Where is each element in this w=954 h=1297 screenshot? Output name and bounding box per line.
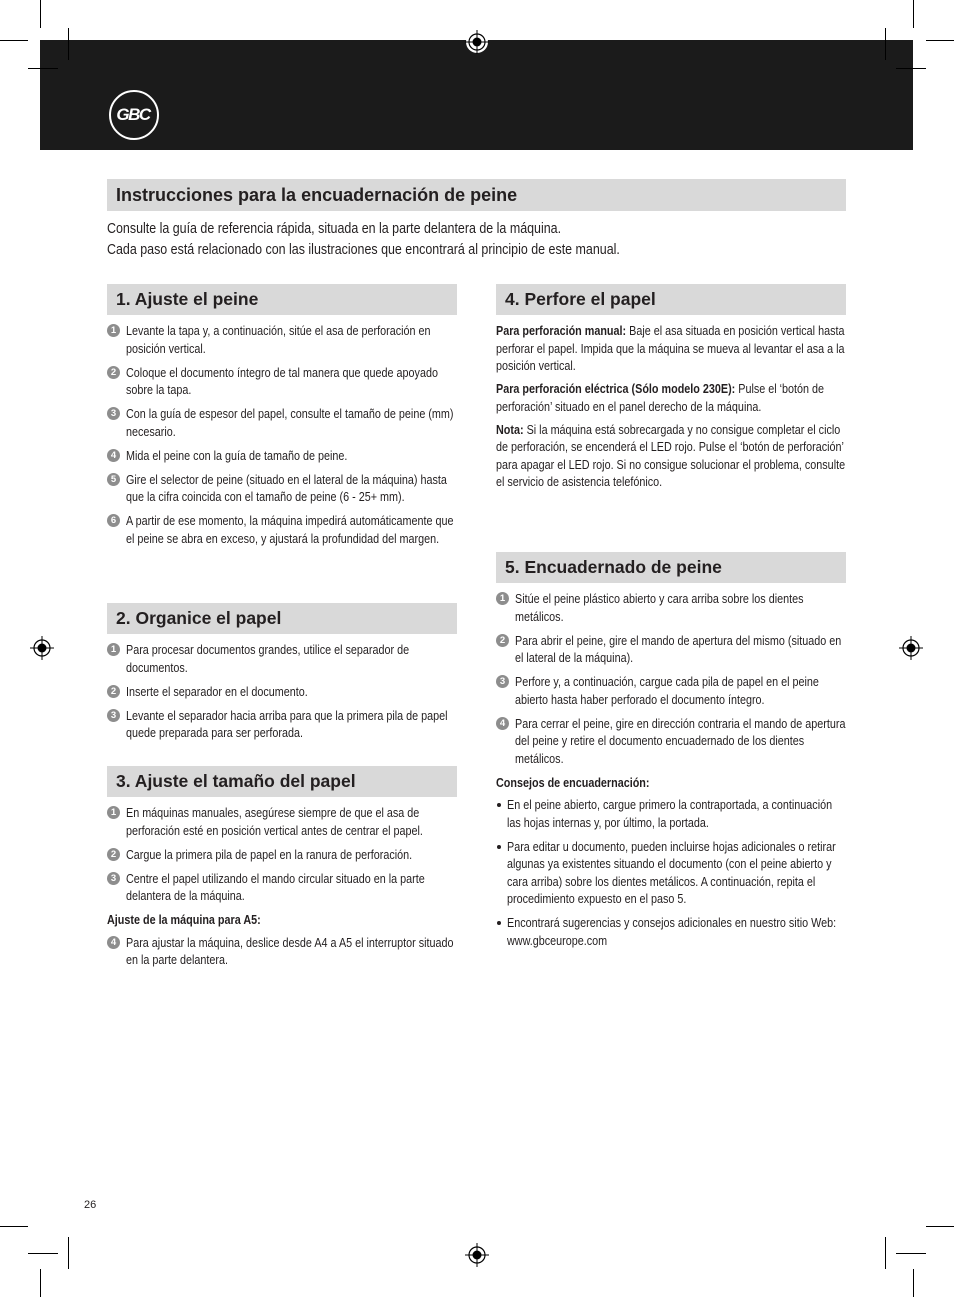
gbc-logo [109,90,159,140]
step-item [107,405,457,440]
step-number-badge: 1 [107,806,120,819]
step-text: Para abrir el peine, gire el mando de apertura del mismo (situado en el lateral de la máquina). [515,632,842,665]
step-number-badge: 1 [107,324,120,337]
step-number-badge: 2 [107,848,120,861]
section-heading: 3. Ajuste el tamaño del papel [107,766,457,797]
paragraph-text: Pulse el ‘botón de perforación’ situado en el panel derecho de la máquina. [496,381,825,414]
registration-mark [30,636,54,660]
step-item [107,934,457,969]
intro-line: Consulte la guía de referencia rápida, situada en la parte delantera de la máquina. [107,220,562,237]
step-item [496,715,846,768]
section-heading: 1. Ajuste el peine [107,284,457,315]
section-heading: 2. Organice el papel [107,603,457,634]
step-text: En máquinas manuales, asegúrese siempre de que el asa de perforación esté en posición vertical antes de centrar el papel. [126,805,423,838]
intro-line: Cada paso está relacionado con las ilustraciones que encontrará al principio de este manual. [107,241,620,258]
step-item [107,804,457,839]
page-title: Instrucciones para la encuadernación de peine [107,179,846,211]
tip-text: En el peine abierto, cargue primero la contraportada, a continuación las hojas internas y, por último, la portada. [507,797,833,830]
paragraph-text: Baje el asa situada en posición vertical hasta perforar el papel. Impida que la máquina se mueva al levantar el asa a la posición vertical. [496,323,845,373]
section-heading: 5. Encuadernado de peine [496,552,846,583]
step-item [496,673,846,708]
paragraph-label: Para perforación manual: [496,323,627,338]
step-item [496,590,846,625]
step-item [107,683,457,701]
tip-text: Encontrará sugerencias y consejos adicionales en nuestro sitio Web: www.gbceurope.com [507,915,837,948]
paragraph-label: Nota: [496,421,524,437]
step-item [107,447,457,465]
paragraph-note [496,421,845,491]
bullet-dot [497,845,501,849]
section-body [107,804,457,969]
header-band [40,40,913,150]
step-text: Levante el separador hacia arriba para que la primera pila de papel quede preparada para ser perforada. [126,707,448,740]
paragraph-text: Si la máquina está sobrecargada y no consigue completar el ciclo de perforación, se encenderá el LED rojo. Pulse el ‘botón de perforación’ para apagar el LED rojo. Si no consigue solucionar el problema, consulte el servicio de asistencia telefónico. [496,421,846,489]
section-perfore-papel [496,284,846,496]
registration-mark [899,636,923,660]
tip-text: Para editar u documento, pueden incluirse hojas adicionales o retirar algunas ya existentes situando el documento (con el peine abierto y cara arriba) sobre los dientes metálicos. A continuación, repita el procedimiento expuesto en el paso 5. [507,838,836,906]
step-number-badge: 2 [107,366,120,379]
step-text: Centre el papel utilizando el mando circular situado en la parte delantera de la máquina. [126,870,425,903]
subheading-tips: Consejos de encuadernación: [496,774,650,790]
logo-text: GBC [116,105,150,124]
tip-item [496,838,846,908]
step-number-badge: 6 [107,514,120,527]
bullet-dot [497,921,501,925]
step-text: Para ajustar la máquina, deslice desde A4 a A5 el interruptor situado en la parte delantera. [126,934,454,967]
tip-item [496,914,846,949]
section-ajuste-tamano-papel [107,766,457,975]
step-number-badge: 3 [107,872,120,885]
step-item [107,364,457,399]
step-number-badge: 3 [496,675,509,688]
step-number-badge: 3 [107,407,120,420]
section-body [496,590,846,949]
step-text: Con la guía de espesor del papel, consulte el tamaño de peine (mm) necesario. [126,406,454,439]
step-text: Inserte el separador en el documento. [126,683,308,699]
step-number-badge: 5 [107,473,120,486]
section-body [107,322,457,547]
section-organice-papel [107,603,457,748]
step-text: Gire el selector de peine (situado en el lateral de la máquina) hasta que la cifra coincida con el tamaño de peine (6 - 25+ mm). [126,471,447,504]
step-text: Perfore y, a continuación, cargue cada pila de papel en el peine abierto hasta haber perforado el documento íntegro. [515,674,819,707]
section-body [496,322,846,491]
section-ajuste-peine [107,284,457,554]
step-item [107,707,457,742]
step-item [107,870,457,905]
step-text: Levante la tapa y, a continuación, sitúe el asa de perforación en posición vertical. [126,323,431,356]
intro-text [107,218,887,260]
step-number-badge: 1 [496,592,509,605]
section-heading: 4. Perfore el papel [496,284,846,315]
subheading-a5: Ajuste de la máquina para A5: [107,912,261,927]
step-text: Coloque el documento íntegro de tal manera que quede apoyado sobre la tapa. [126,364,438,397]
paragraph-electric-punching [496,380,845,415]
section-body [107,641,457,742]
section-encuadernado-peine [496,552,846,956]
page-number: 26 [84,1199,97,1211]
paragraph-label: Para perforación eléctrica (Sólo modelo 230E): [496,381,736,396]
step-text: A partir de ese momento, la máquina impedirá automáticamente que el peine se abra en exceso, y ajustará la profundidad del margen. [126,513,454,546]
bullet-dot [497,803,501,807]
registration-mark [465,1243,489,1267]
step-number-badge: 1 [107,643,120,656]
step-text: Para cerrar el peine, gire en dirección contraria el mando de apertura del peine y retire el documento encuadernado de los dientes metálicos. [515,715,846,766]
step-number-badge: 4 [107,936,120,949]
step-item [107,512,457,547]
step-number-badge: 4 [496,717,509,730]
tip-item [496,796,846,831]
step-number-badge: 3 [107,709,120,722]
step-item [107,846,457,864]
step-item [107,322,457,357]
step-item [496,632,846,667]
step-item [107,471,457,506]
paragraph-manual-punching [496,322,845,375]
step-item [107,641,457,676]
step-text: Mida el peine con la guía de tamaño de peine. [126,447,348,463]
step-number-badge: 2 [107,685,120,698]
step-text: Para procesar documentos grandes, utilice el separador de documentos. [126,642,410,675]
step-number-badge: 4 [107,449,120,462]
step-text: Cargue la primera pila de papel en la ranura de perforación. [126,846,413,862]
step-number-badge: 2 [496,634,509,647]
step-text: Sitúe el peine plástico abierto y cara arriba sobre los dientes metálicos. [515,591,804,624]
